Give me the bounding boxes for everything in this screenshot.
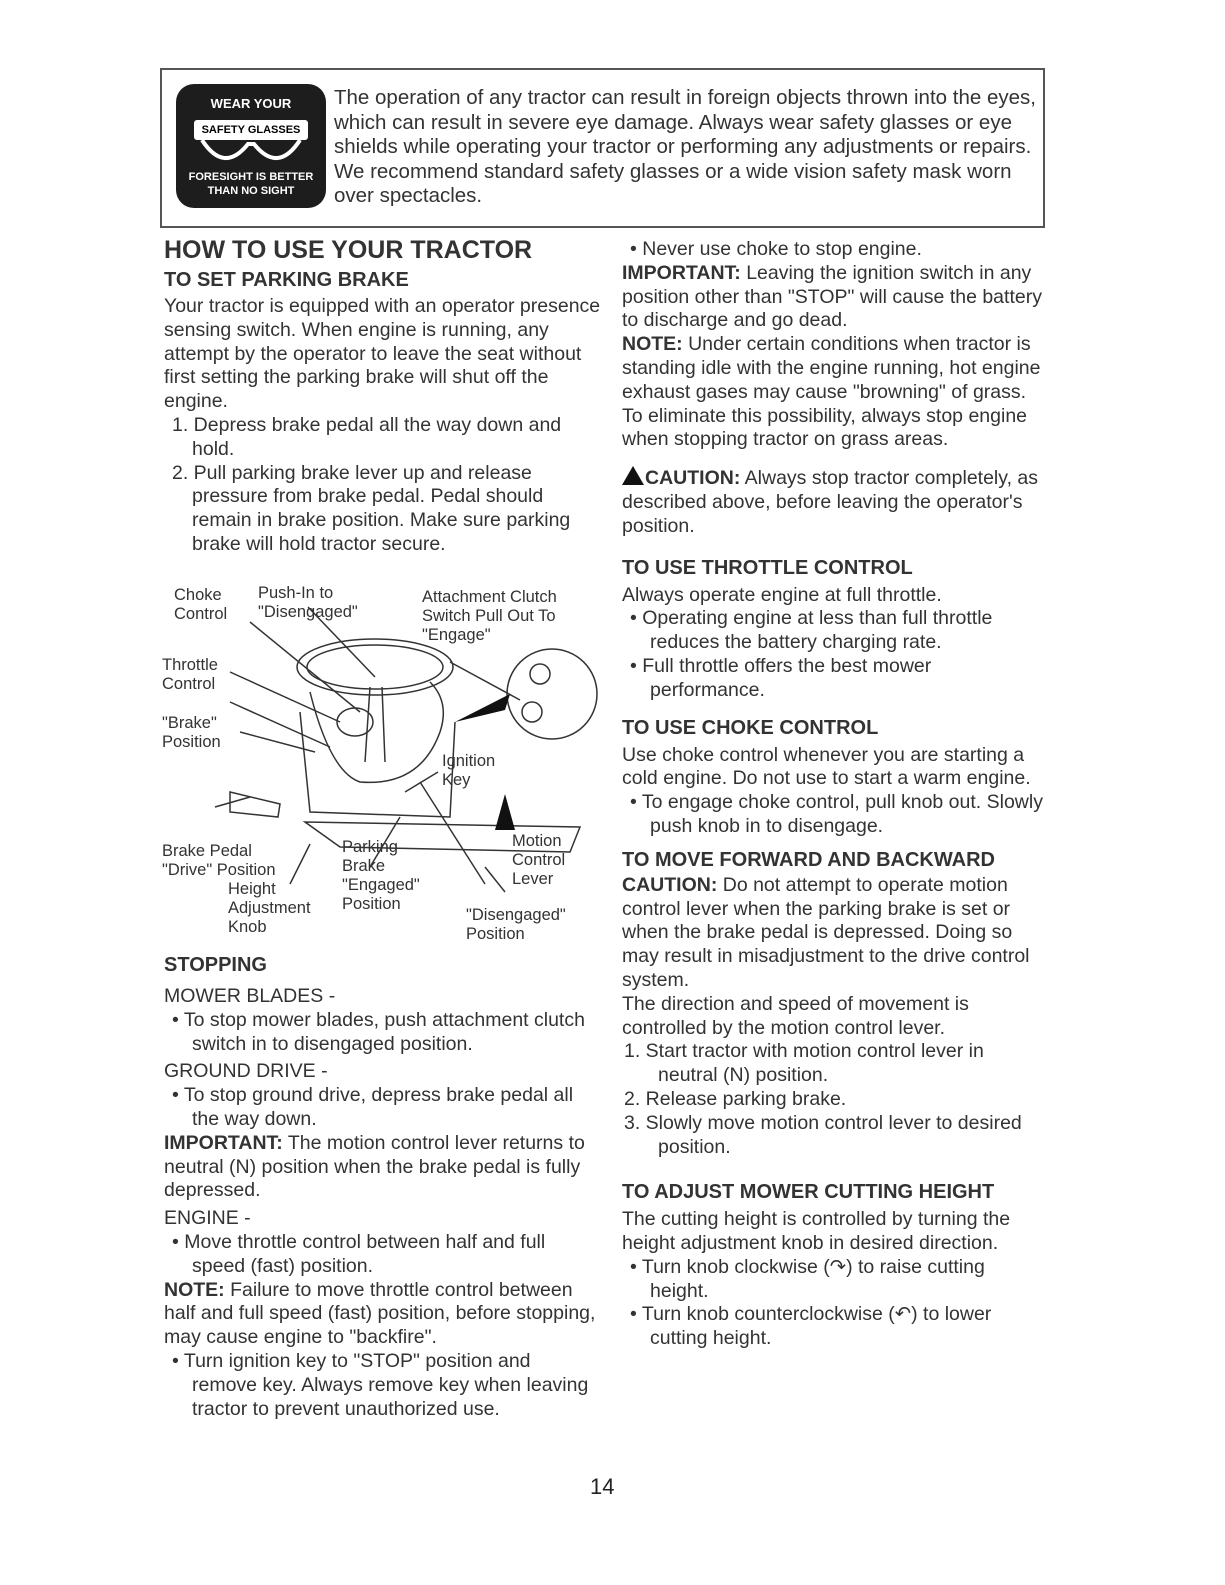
move-step-3: 3. Slowly move motion control lever to desired position. bbox=[624, 1111, 1022, 1158]
page-number: 14 bbox=[590, 1474, 615, 1499]
move-caution-text: Do not attempt to operate motion control lever when the parking brake is set or when the brake pedal is depressed. Doing so may result in misadjustment to the drive control system. bbox=[622, 873, 1030, 991]
safety-banner bbox=[160, 68, 1045, 228]
caution-label: CAUTION: bbox=[645, 467, 741, 490]
cutting-height-item-2: • Turn knob counterclockwise (↶) to lower cutting height. bbox=[630, 1303, 992, 1350]
note-label-right: NOTE: bbox=[622, 333, 683, 356]
banner-text: The operation of any tractor can result in foreign objects thrown into the eyes, which can result in severe eye damage. Always wear safety glasses or eye shields while operating your tractor or performing any adjustments or repairs. We recommend standard safety glasses or a wide vision safety mask worn over spectacles. bbox=[334, 86, 1036, 207]
important-note-right bbox=[622, 262, 1047, 333]
choke-heading: TO USE CHOKE CONTROL bbox=[622, 716, 879, 739]
ground-drive-label: GROUND DRIVE - bbox=[164, 1060, 328, 1083]
badge-top-text: WEAR YOUR bbox=[210, 96, 292, 111]
caution-text: Always stop tractor completely, as described above, before leaving the operator's position. bbox=[622, 467, 1038, 537]
choke-bullet: • Never use choke to stop engine. bbox=[630, 238, 922, 260]
important-text-right: Leaving the ignition switch in any position other than "STOP" will cause the battery to discharge and go dead. bbox=[622, 261, 1042, 332]
tractor-controls-diagram bbox=[160, 582, 600, 954]
note-label: NOTE: bbox=[164, 1278, 225, 1301]
label-brake-position: "Brake" Position bbox=[162, 714, 221, 751]
glasses-icon bbox=[198, 138, 304, 172]
parking-brake-heading: TO SET PARKING BRAKE bbox=[164, 269, 409, 291]
label-attachment-clutch: Attachment Clutch Switch Pull Out To "Engage" bbox=[422, 588, 557, 644]
right-column bbox=[622, 238, 1047, 1351]
badge-bottom-text bbox=[176, 170, 326, 198]
move-caution bbox=[622, 874, 1047, 993]
label-disengaged-position: "Disengaged" Position bbox=[466, 906, 566, 943]
caution-note bbox=[622, 466, 1047, 538]
move-intro: The direction and speed of movement is controlled by the motion control lever. bbox=[622, 992, 969, 1039]
stopping-heading: STOPPING bbox=[164, 954, 267, 976]
label-motion-control-lever: Motion Control Lever bbox=[512, 832, 566, 888]
cutting-height-intro: The cutting height is controlled by turning the height adjustment knob in desired direction. bbox=[622, 1208, 1011, 1255]
ignition-item: • Turn ignition key to "STOP" position and remove key. Always remove key when leaving tractor to prevent unauthorized use. bbox=[172, 1349, 589, 1420]
note-right bbox=[622, 333, 1047, 452]
mower-blades-label: MOWER BLADES - bbox=[164, 985, 336, 1007]
important-text: The motion control lever returns to neutral (N) position when the brake pedal is fully depressed. bbox=[164, 1131, 585, 1202]
badge-bottom-line-2: THAN NO SIGHT bbox=[207, 185, 295, 197]
throttle-intro: Always operate engine at full throttle. bbox=[622, 583, 942, 606]
parking-brake-intro: Your tractor is equipped with an operator presence sensing switch. When engine is running, any attempt by the operator to leave the seat without first setting the parking brake will shut off the engine. bbox=[164, 295, 601, 413]
choke-intro: Use choke control whenever you are starting a cold engine. Do not use to start a warm engine. bbox=[622, 743, 1031, 790]
engine-item: • Move throttle control between half and full speed (fast) position. bbox=[172, 1230, 546, 1277]
engine-label: ENGINE - bbox=[164, 1207, 251, 1230]
note-left bbox=[164, 1279, 596, 1350]
mower-blades-item: • To stop mower blades, push attachment clutch switch in to disengaged position. bbox=[172, 1008, 585, 1055]
throttle-item-1: • Operating engine at less than full throttle reduces the battery charging rate. bbox=[630, 607, 993, 654]
important-label-right: IMPORTANT: bbox=[622, 261, 741, 284]
ground-drive-item: • To stop ground drive, depress brake pedal all the way down. bbox=[172, 1084, 574, 1130]
move-step-2: 2. Release parking brake. bbox=[624, 1087, 847, 1110]
move-heading: TO MOVE FORWARD AND BACKWARD bbox=[622, 848, 995, 871]
label-brake-pedal: Brake Pedal "Drive" Position bbox=[162, 842, 276, 879]
left-column-bottom bbox=[164, 954, 596, 1421]
parking-step-1: 1. Depress brake pedal all the way down and hold. bbox=[172, 413, 562, 460]
label-throttle-control: Throttle Control bbox=[162, 656, 218, 693]
label-ignition-key: Ignition Key bbox=[442, 752, 496, 789]
badge-mid-text: SAFETY GLASSES bbox=[194, 120, 308, 140]
important-label: IMPORTANT: bbox=[164, 1131, 283, 1154]
label-choke-control: Choke Control bbox=[174, 586, 228, 623]
cutting-height-item-1: • Turn knob clockwise (↷) to raise cutting height. bbox=[630, 1255, 985, 1302]
move-step-1: 1. Start tractor with motion control lever in neutral (N) position. bbox=[624, 1040, 984, 1087]
parking-step-2: 2. Pull parking brake lever up and release pressure from brake pedal. Pedal should remain in brake position. Make sure parking brake will hold tractor secure. bbox=[172, 461, 571, 555]
throttle-item-2: • Full throttle offers the best mower performance. bbox=[630, 654, 932, 701]
warning-triangle-icon bbox=[622, 466, 644, 485]
left-column-top bbox=[164, 236, 604, 557]
throttle-heading: TO USE THROTTLE CONTROL bbox=[622, 556, 913, 579]
page-title: HOW TO USE YOUR TRACTOR bbox=[164, 236, 533, 264]
label-parking-brake: Parking Brake "Engaged" Position bbox=[342, 838, 420, 913]
choke-item: • To engage choke control, pull knob out. Slowly push knob in to disengage. bbox=[630, 791, 1043, 837]
cutting-height-heading: TO ADJUST MOWER CUTTING HEIGHT bbox=[622, 1181, 995, 1204]
safety-glasses-badge bbox=[176, 84, 326, 208]
important-note-left bbox=[164, 1132, 596, 1203]
note-text-right: Under certain conditions when tractor is standing idle with the engine running, hot engine exhaust gases may cause "browning" of grass. To eliminate this possibility, always stop engine when stopping tractor on grass areas. bbox=[622, 333, 1041, 451]
note-text: Failure to move throttle control between half and full speed (fast) position, before stopping, may cause engine to "backfire". bbox=[164, 1278, 596, 1349]
label-height-adjustment-knob: Height Adjustment Knob bbox=[228, 880, 311, 936]
badge-bottom-line-1: FORESIGHT IS BETTER bbox=[188, 171, 314, 183]
label-push-in: Push-In to "Disengaged" bbox=[258, 584, 358, 621]
move-caution-label: CAUTION: bbox=[622, 873, 718, 896]
